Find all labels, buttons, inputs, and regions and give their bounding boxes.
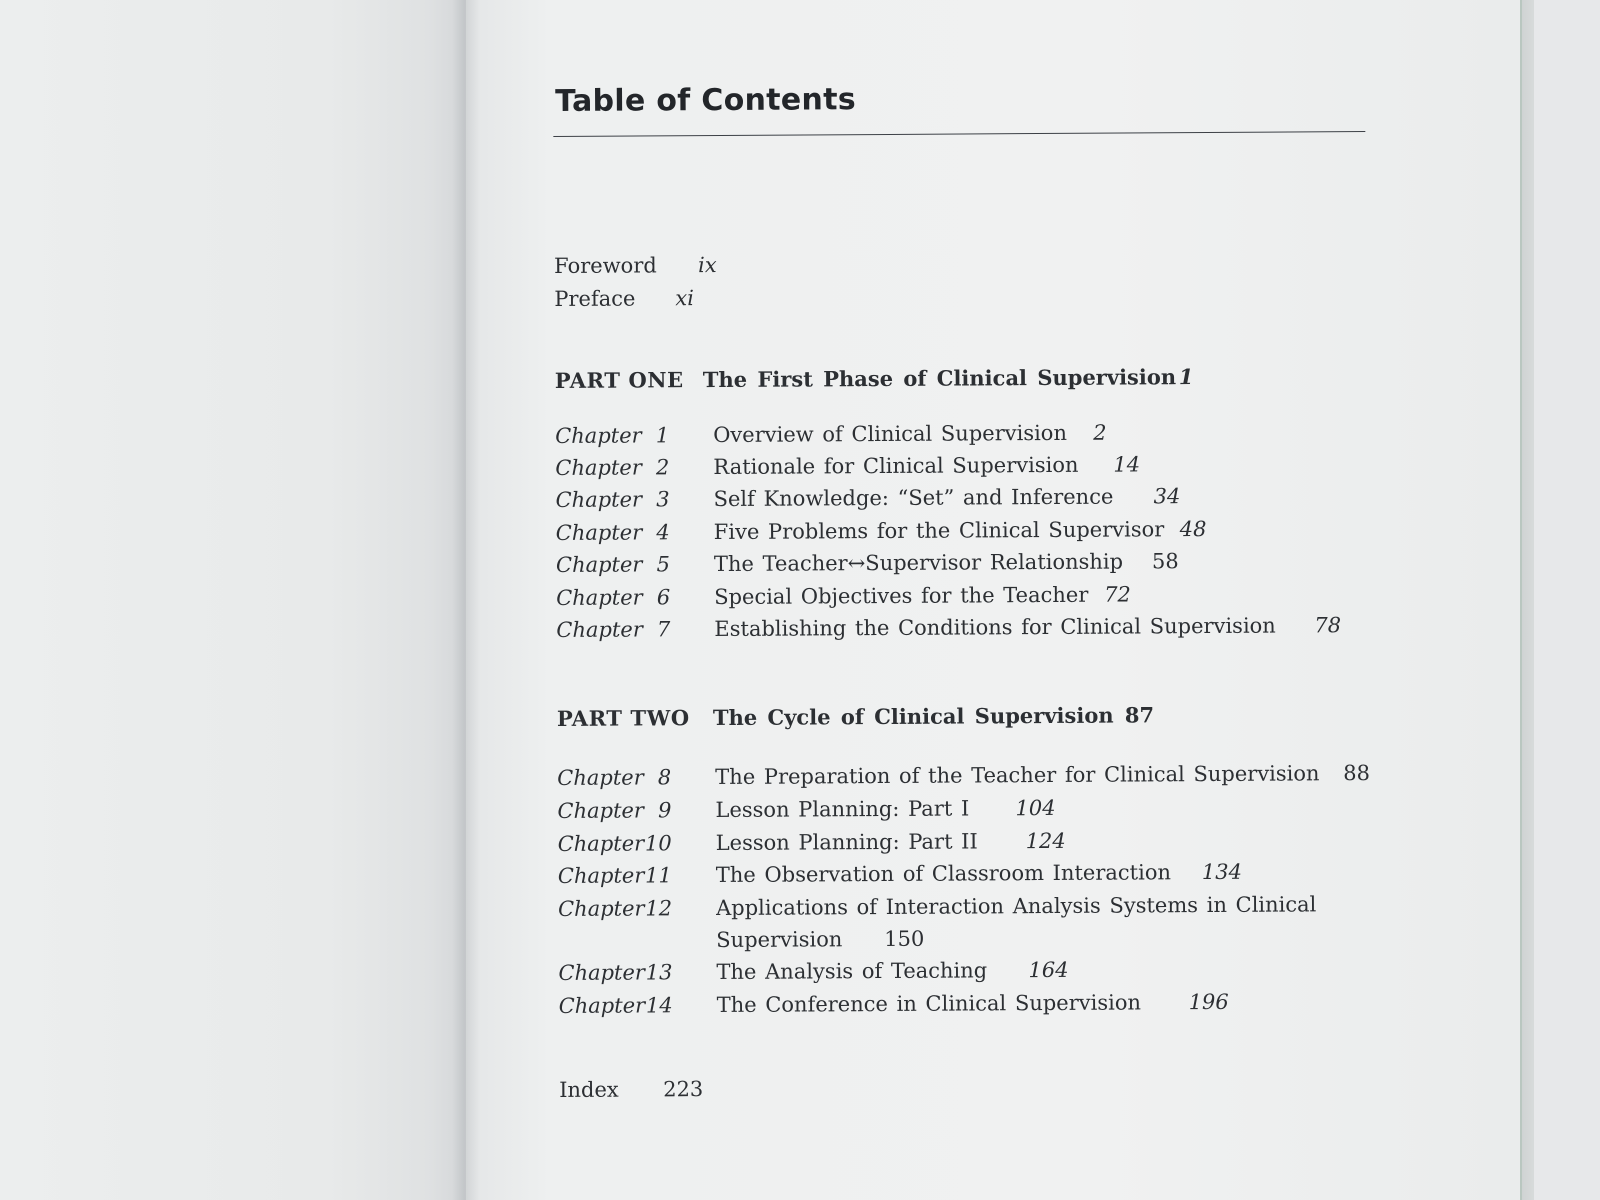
chapter-page: 72 bbox=[1104, 582, 1131, 607]
chapter-title: Lesson Planning: Part I bbox=[715, 796, 970, 823]
book-gutter bbox=[452, 0, 480, 1200]
index-label: Index bbox=[559, 1077, 619, 1102]
chapter-number: 3 bbox=[656, 487, 670, 512]
part-label: PART ONE bbox=[554, 367, 684, 393]
chapter-number: 10 bbox=[644, 831, 672, 856]
chapter-word: Chapter bbox=[558, 993, 646, 1018]
chapter-title: The Conference in Clinical Supervision bbox=[716, 990, 1142, 1018]
part-label: PART TWO bbox=[556, 705, 690, 731]
chapter-word: Chapter bbox=[556, 585, 643, 610]
chapter-page: 104 bbox=[1015, 795, 1056, 821]
toc-entry-label: Foreword bbox=[554, 253, 657, 278]
chapter-title: Special Objectives for the Teacher bbox=[714, 582, 1089, 610]
chapter-page: 34 bbox=[1153, 484, 1181, 509]
left-page bbox=[0, 0, 466, 1200]
chapter-page: 196 bbox=[1188, 989, 1229, 1015]
part-page: 87 bbox=[1124, 702, 1155, 728]
chapter-number: 11 bbox=[645, 863, 672, 888]
chapter-title: Applications of Interaction Analysis Systems in Clinical bbox=[715, 892, 1317, 921]
backdrop bbox=[1534, 0, 1600, 1200]
chapter-word: Chapter bbox=[555, 520, 643, 545]
chapter-word: Chapter bbox=[556, 617, 643, 642]
chapter-number: 9 bbox=[658, 798, 672, 823]
chapter-number: 1 bbox=[655, 423, 670, 448]
part-title: The Cycle of Clinical Supervision bbox=[712, 702, 1114, 731]
chapter-word: Chapter bbox=[557, 798, 645, 823]
page-title: Table of Contents bbox=[555, 82, 857, 119]
toc-entry-label: Preface bbox=[554, 286, 636, 311]
chapter-number: 8 bbox=[657, 765, 672, 790]
chapter-title: The Analysis of Teaching bbox=[716, 958, 988, 985]
chapter-word: Chapter bbox=[555, 423, 642, 448]
chapter-number: 12 bbox=[645, 896, 673, 921]
chapter-word: Chapter bbox=[555, 455, 642, 480]
toc-entry-page: xi bbox=[675, 286, 694, 311]
chapter-number: 5 bbox=[656, 552, 671, 577]
chapter-title: Lesson Planning: Part II bbox=[715, 829, 978, 856]
chapter-word: Chapter bbox=[557, 896, 645, 921]
chapter-word: Chapter bbox=[558, 960, 645, 985]
chapter-word: Chapter bbox=[557, 831, 645, 856]
chapter-word: Chapter bbox=[555, 552, 643, 577]
chapter-number: 13 bbox=[645, 960, 673, 985]
chapter-number: 2 bbox=[655, 455, 670, 480]
chapter-page: 150 bbox=[884, 926, 925, 951]
chapter-page: 124 bbox=[1025, 828, 1066, 854]
toc-entry-page: ix bbox=[698, 253, 717, 278]
chapter-title: The Preparation of the Teacher for Clinical Supervision bbox=[715, 761, 1320, 790]
chapter-word: Chapter bbox=[557, 765, 644, 790]
chapter-title: Five Problems for the Clinical Supervisor bbox=[713, 517, 1165, 545]
chapter-number: 14 bbox=[645, 993, 673, 1018]
chapter-word: Chapter bbox=[557, 863, 645, 888]
chapter-page: 134 bbox=[1201, 859, 1243, 885]
chapter-title: Self Knowledge: “Set” and Inference bbox=[713, 484, 1114, 512]
chapter-number: 4 bbox=[656, 520, 670, 545]
chapter-page: 164 bbox=[1028, 957, 1069, 983]
chapter-page: 78 bbox=[1314, 613, 1342, 638]
chapter-page: 14 bbox=[1113, 452, 1141, 477]
chapter-title: The Observation of Classroom Interaction bbox=[715, 860, 1172, 888]
chapter-number: 7 bbox=[656, 617, 671, 642]
chapter-page: 88 bbox=[1343, 761, 1371, 786]
chapter-title: The Teacher↔Supervisor Relationship bbox=[713, 549, 1124, 577]
chapter-word: Chapter bbox=[555, 487, 643, 512]
chapter-number: 6 bbox=[656, 585, 671, 610]
index-page: 223 bbox=[663, 1077, 704, 1102]
chapter-title: Rationale for Clinical Supervision bbox=[713, 452, 1079, 480]
chapter-title: Establishing the Conditions for Clinical Supervision bbox=[714, 613, 1276, 642]
part-page: 1 bbox=[1178, 364, 1194, 390]
chapter-page: 2 bbox=[1093, 420, 1107, 445]
chapter-title: Overview of Clinical Supervision bbox=[713, 420, 1068, 448]
chapter-page: 48 bbox=[1179, 517, 1207, 542]
chapter-title-continued: Supervision bbox=[716, 927, 843, 953]
part-title: The First Phase of Clinical Supervision bbox=[702, 364, 1177, 393]
chapter-page: 58 bbox=[1151, 549, 1179, 574]
